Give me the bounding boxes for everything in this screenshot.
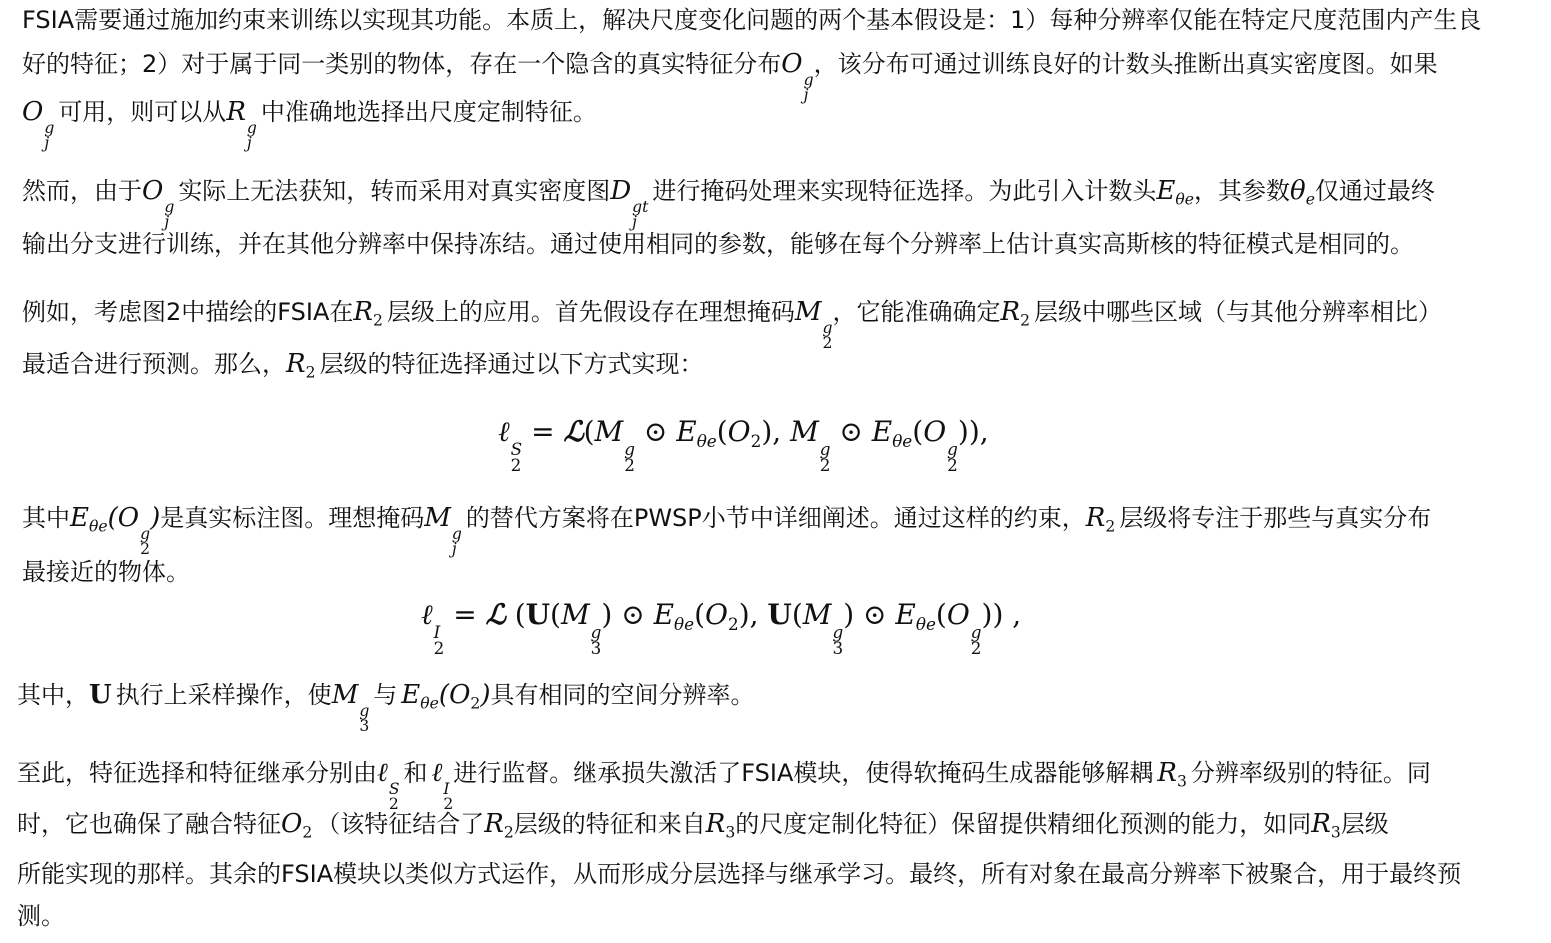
- text: 所能实现的那样。其余的FSIA模块以类似方式运作，从而形成分层选择与继承学习。最终，所有对象在最高分辨率下被聚合，用于最终预: [17, 860, 1462, 888]
- math-Rjg: R g j: [226, 97, 257, 152]
- p4-line1: [22, 503, 1431, 557]
- math-R3: $R_3$: [1157, 758, 1187, 791]
- p1-line3: [22, 97, 597, 151]
- math-Etheta-O2: $E_{\theta e}(O_2)$: [401, 680, 491, 713]
- math-l2I: ℓ I 2: [431, 758, 454, 813]
- math-R2: $R_2$: [1085, 503, 1116, 536]
- math-Etheta-e: $E_{\theta e}$: [1156, 176, 1195, 209]
- math-Ojg: O g j: [781, 49, 814, 104]
- text: 其中，: [17, 681, 89, 709]
- math-R3: $R_3$: [705, 809, 736, 842]
- p6-line3: [17, 859, 1461, 889]
- text: 层级: [1340, 810, 1389, 838]
- text: 至此，特征选择和特征继承分别由: [17, 759, 377, 787]
- text: 和: [403, 759, 428, 787]
- text: 层级将专注于那些与真实分布: [1119, 504, 1432, 532]
- text: 进行监督。继承损失激活了FSIA模块，使得软掩码生成器能够解耦: [453, 759, 1154, 787]
- p1-line2: [22, 49, 1438, 103]
- p3-line2: [22, 349, 704, 387]
- text: 例如，考虑图2中描绘的FSIA在: [22, 298, 354, 326]
- math-R2: $R_2$: [286, 349, 316, 382]
- p6-line2: [17, 809, 1389, 847]
- math-M2g: M g 2: [794, 297, 833, 352]
- text: FSIA需要通过施加约束来训练以实现其功能。本质上，解决尺度变化问题的两个基本假设是：1）每种分辨率仅能在特定尺度范围内产生良: [22, 6, 1482, 34]
- math-theta-e: $\theta_e$: [1290, 176, 1315, 209]
- text: 层级的特征和来自: [513, 810, 706, 838]
- math-Djgt: D gt j: [610, 176, 649, 231]
- math-U: U: [89, 680, 112, 710]
- text: 的尺度定制化特征）保留提供精细化预测的能力，如同: [735, 810, 1312, 838]
- text: 时，它也确保了融合特征: [17, 810, 281, 838]
- text: 其中: [22, 504, 70, 532]
- text: 与: [373, 681, 398, 709]
- text: 的替代方案将在PWSP小节中详细阐述。通过这样的约束，: [465, 504, 1086, 532]
- text: 可用，则可以从: [58, 98, 227, 126]
- math-R2: $R_2$: [484, 809, 514, 842]
- p1-line1: [22, 5, 1481, 35]
- text: 具有相同的空间分辨率。: [490, 681, 755, 709]
- text: 好的特征；2）对于属于同一类别的物体，存在一个隐含的真实特征分布: [22, 50, 782, 78]
- equation-2: ℓ S 2 = ℒ(M g 2 ⊙ $E_{\theta e}(O_2)$, M g 2 ⊙ $E_{\theta e}(O$ g 2 )),: [498, 415, 989, 475]
- p3-line1: [22, 297, 1442, 351]
- text: ，该分布可通过训练良好的计数头推断出真实密度图。如果: [813, 50, 1438, 78]
- math-Etheta-O2g: $E_{\theta e}(O$ g 2 ): [70, 503, 161, 558]
- text: 层级的特征选择通过以下方式实现：: [319, 350, 704, 378]
- p6-line4: [17, 901, 65, 931]
- text: ，其参数: [1194, 177, 1291, 205]
- equation-3: ℓ I 2 = ℒ (U(M g 3 ) ⊙ $E_{\theta e}(O_2)$, U(M g 3 ) ⊙ $E_{\theta e}(O$ g 2 )) ,: [421, 598, 1022, 658]
- text: 进行掩码处理来实现特征选择。为此引入计数头: [652, 177, 1157, 205]
- math-Ojg: O g j: [142, 176, 175, 231]
- p2-line1: [22, 176, 1435, 230]
- math-O2: $O_2$: [281, 809, 313, 842]
- math-Ojg: O g j: [22, 97, 55, 152]
- math-M3g: M g 3: [331, 680, 370, 735]
- p2-line2: [22, 229, 1414, 259]
- text: （该特征结合了: [316, 810, 485, 838]
- text: 执行上采样操作，使: [115, 681, 332, 709]
- p6-line1: [17, 758, 1431, 812]
- text: 最接近的物体。: [22, 558, 190, 586]
- text: 层级上的应用。首先假设存在理想掩码: [386, 298, 795, 326]
- text: 中准确地选择出尺度定制特征。: [260, 98, 597, 126]
- text: 仅通过最终: [1314, 177, 1435, 205]
- text: 层级中哪些区域（与其他分辨率相比）: [1034, 298, 1442, 326]
- text: 是真实标注图。理想掩码: [160, 504, 425, 532]
- text: 然而，由于: [22, 177, 142, 205]
- text: 输出分支进行训练，并在其他分辨率中保持冻结。通过使用相同的参数，能够在每个分辨率上估计真实高斯核的特征模式是相同的。: [22, 230, 1414, 258]
- text: 分辨率级别的特征。同: [1190, 759, 1431, 787]
- text: 最适合进行预测。那么，: [22, 350, 286, 378]
- text: 测。: [17, 902, 65, 930]
- math-R3: $R_3$: [1311, 809, 1341, 842]
- text: 实际上无法获知，转而采用对真实密度图: [178, 177, 611, 205]
- text: ，它能准确确定: [832, 298, 1001, 326]
- p5-line1: [17, 680, 754, 734]
- math-R2: $R_2$: [1000, 297, 1030, 330]
- math-R2: $R_2$: [353, 297, 383, 330]
- math-l2S: ℓ S 2: [377, 758, 400, 813]
- p4-line2: [22, 557, 190, 587]
- math-Mjg: M g j: [424, 503, 462, 558]
